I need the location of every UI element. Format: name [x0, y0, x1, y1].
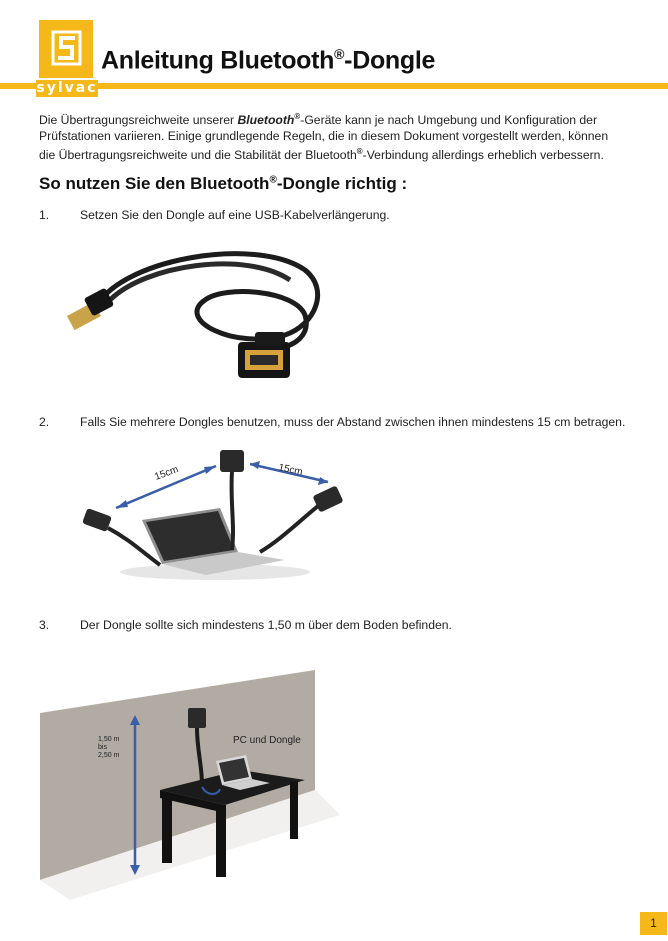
step-1-number: 1. [39, 208, 50, 222]
dongle-height-image [40, 665, 340, 905]
intro-line-3: die Übertragungsreichweite und die Stabilität der Bluetooth®-Verbindung allerdings erheblich verbessern. [39, 147, 604, 163]
intro-line-1: Die Übertragungsreichweite unserer Bluetooth®-Geräte kann je nach Umgebung und Konfiguration der [39, 112, 598, 128]
step-3-text: Der Dongle sollte sich mindestens 1,50 m über dem Boden befinden. [80, 618, 452, 632]
distance-label-left: 15cm [153, 464, 181, 483]
intro-paragraph [39, 109, 639, 163]
page-number: 1 [640, 912, 667, 935]
step-2-number: 2. [39, 415, 50, 429]
usb-extension-cable-image [55, 240, 335, 390]
header-rule-left [0, 83, 36, 89]
step-3-number: 3. [39, 618, 50, 632]
height-label-2: bis [98, 744, 107, 751]
sylvac-logo [39, 20, 93, 78]
logo-s-icon [39, 20, 93, 78]
distance-label-right: 15cm [277, 462, 304, 479]
height-label-1: 1,50 m [98, 736, 120, 743]
height-label-3: 2,50 m [98, 752, 120, 759]
section-heading: So nutzen Sie den Bluetooth®-Dongle richtig : [39, 174, 408, 193]
pc-dongle-label: PC und Dongle [233, 735, 301, 746]
multiple-dongles-image [80, 440, 350, 590]
header-rule-right [98, 83, 668, 89]
step-2-text: Falls Sie mehrere Dongles benutzen, muss der Abstand zwischen ihnen mindestens 15 cm betragen. [80, 415, 626, 429]
brand-wordmark: sylvac [36, 80, 98, 96]
page-title: Anleitung Bluetooth®-Dongle [101, 46, 436, 75]
step-1-text: Setzen Sie den Dongle auf eine USB-Kabelverlängerung. [80, 208, 390, 222]
intro-line-2: Prüfstationen variieren. Einige grundlegende Regeln, die in diesem Dokument vorgestellt werden, können [39, 129, 609, 144]
